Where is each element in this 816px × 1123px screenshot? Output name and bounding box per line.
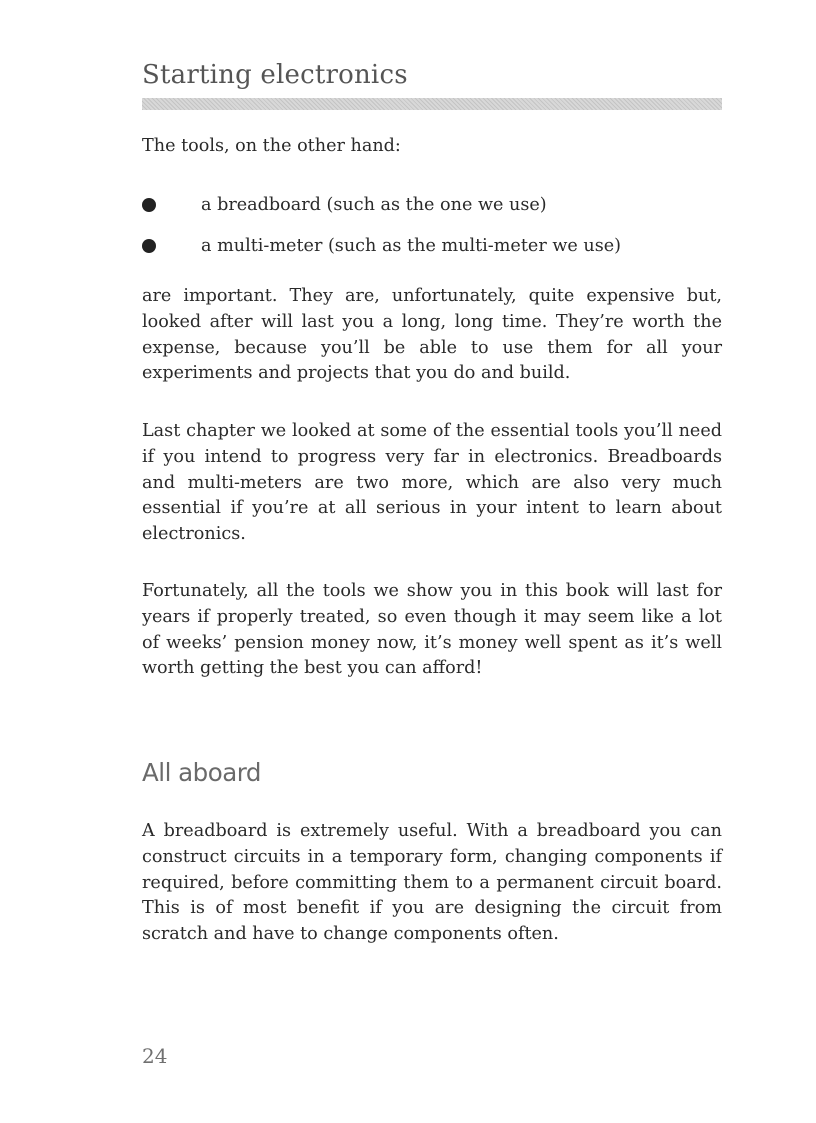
page-number: 24 xyxy=(142,1044,168,1068)
bullet-icon xyxy=(142,239,156,253)
body-paragraph: Last chapter we looked at some of the essential tools you’ll need if you intend to progress very far in electronics. Breadboards and multi-meters are two more, which are also very much essential if you’re at all serious in your intent to learn about electronics. xyxy=(142,421,722,545)
list-item xyxy=(142,233,722,274)
bullet-icon xyxy=(142,198,156,212)
body-paragraph: Fortunately, all the tools we show you in this book will last for years if properly treated, so even though it may seem like a lot of weeks’ pension money now, it’s money well spent as it’s well worth getting the best you can afford! xyxy=(142,581,722,679)
tools-list xyxy=(142,192,722,274)
list-item-text: a breadboard (such as the one we use) xyxy=(201,195,547,215)
list-item xyxy=(142,192,722,233)
header-rule xyxy=(142,98,722,110)
intro-text: The tools, on the other hand: xyxy=(142,136,401,156)
body-paragraph: are important. They are, unfortunately, quite expensive but, looked after will last you a long, long time. They’re worth the expense, because you’ll be able to use them for all your experiments and projects that you do and build. xyxy=(142,286,722,384)
section-paragraph: A breadboard is extremely useful. With a breadboard you can construct circuits in a temporary form, changing components if required, before committing them to a permanent circuit board. This is of most benefit if you are designing the circuit from scratch and have to change components often. xyxy=(142,821,722,945)
running-head: Starting electronics xyxy=(142,60,408,90)
section-heading: All aboard xyxy=(142,758,261,787)
list-item-text: a multi-meter (such as the multi-meter we use) xyxy=(201,236,622,256)
